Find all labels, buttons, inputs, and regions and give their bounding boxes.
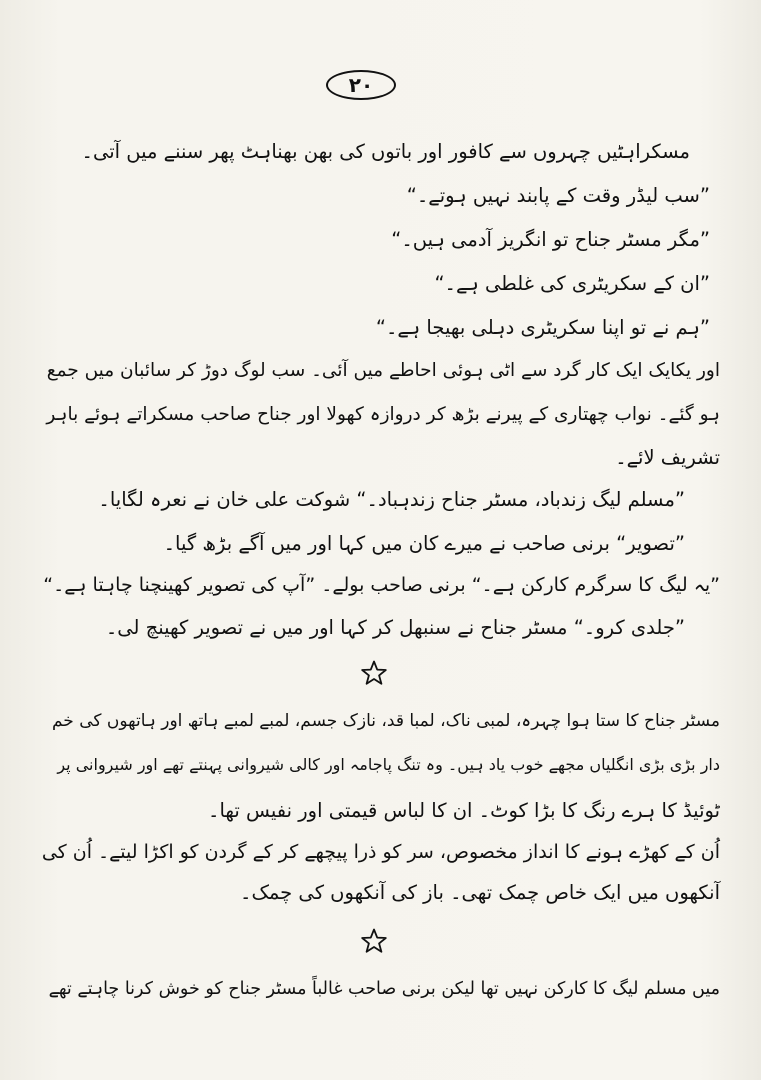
text-line: دار بڑی بڑی انگلیاں مجھے خوب یاد ہیں۔ وہ تنگ پاجامہ اور کالی شیروانی پہنتے تھے اور شیروانی پر xyxy=(57,755,720,774)
text-line: مسٹر جناح کا ستا ہوا چہرہ، لمبی ناک، لمبا قد، نازک جسم، لمبے لمبے ہاتھ اور ہاتھوں کی خم xyxy=(51,711,720,731)
text-line: ”مگر مسٹر جناح تو انگریز آدمی ہیں۔“ xyxy=(391,228,710,251)
star-outline-icon xyxy=(361,660,387,686)
paragraph-section-1 xyxy=(40,130,720,660)
text-line: ”ان کے سکریٹری کی غلطی ہے۔“ xyxy=(434,272,710,295)
page-number-text: ۲۰ xyxy=(348,73,374,97)
star-outline-icon xyxy=(361,928,387,954)
paragraph-section-3 xyxy=(40,975,720,1015)
text-line: آنکھوں میں ایک خاص چمک تھی۔ باز کی آنکھوں کی چمک۔ xyxy=(240,881,720,904)
text-line: ٹوئیڈ کا ہرے رنگ کا بڑا کوٹ۔ ان کا لباس قیمتی اور نفیس تھا۔ xyxy=(208,799,720,822)
text-line: تشریف لائے۔ xyxy=(615,446,720,469)
text-line: ہو گئے۔ نواب چھتاری کے پیرنے بڑھ کر دروازہ کھولا اور جناح صاحب مسکراتے ہوئے باہر xyxy=(46,404,720,425)
text-line: ”سب لیڈر وقت کے پابند نہیں ہوتے۔“ xyxy=(406,184,710,207)
text-line: ”جلدی کرو۔“ مسٹر جناح نے سنبھل کر کہا اور میں نے تصویر کھینچ لی۔ xyxy=(105,616,685,639)
text-line: ”یہ لیگ کا سرگرم کارکن ہے۔“ برنی صاحب بولے۔ ”آپ کی تصویر کھینچنا چاہتا ہے۔“ xyxy=(43,574,720,596)
text-line: مسکراہٹیں چہروں سے کافور اور باتوں کی بھن بھناہٹ پھر سننے میں آتی۔ xyxy=(81,140,690,163)
text-line: اُن کے کھڑے ہونے کا انداز مخصوص، سر کو ذرا پیچھے کر کے گردن کو اکڑا لیتے۔ اُن کی xyxy=(41,841,720,863)
paragraph-section-2 xyxy=(40,705,720,915)
section-separator-1 xyxy=(361,660,387,686)
text-line: میں مسلم لیگ کا کارکن نہیں تھا لیکن برنی صاحب غالباً مسٹر جناح کو خوش کرنا چاہتے تھے xyxy=(48,979,720,999)
section-separator-2 xyxy=(361,928,387,954)
text-line: ”تصویر“ برنی صاحب نے میرے کان میں کہا اور میں آگے بڑھ گیا۔ xyxy=(163,532,685,555)
text-line: ”مسلم لیگ زندباد، مسٹر جناح زندہباد۔“ شوکت علی خان نے نعرہ لگایا۔ xyxy=(98,488,685,511)
text-line: اور یکایک ایک کار گرد سے اٹی ہوئی احاطے میں آئی۔ سب لوگ دوڑ کر سائبان میں جمع xyxy=(46,360,720,381)
page-number xyxy=(326,70,396,100)
text-line: ”ہم نے تو اپنا سکریٹری دہلی بھیجا ہے۔“ xyxy=(375,316,710,339)
